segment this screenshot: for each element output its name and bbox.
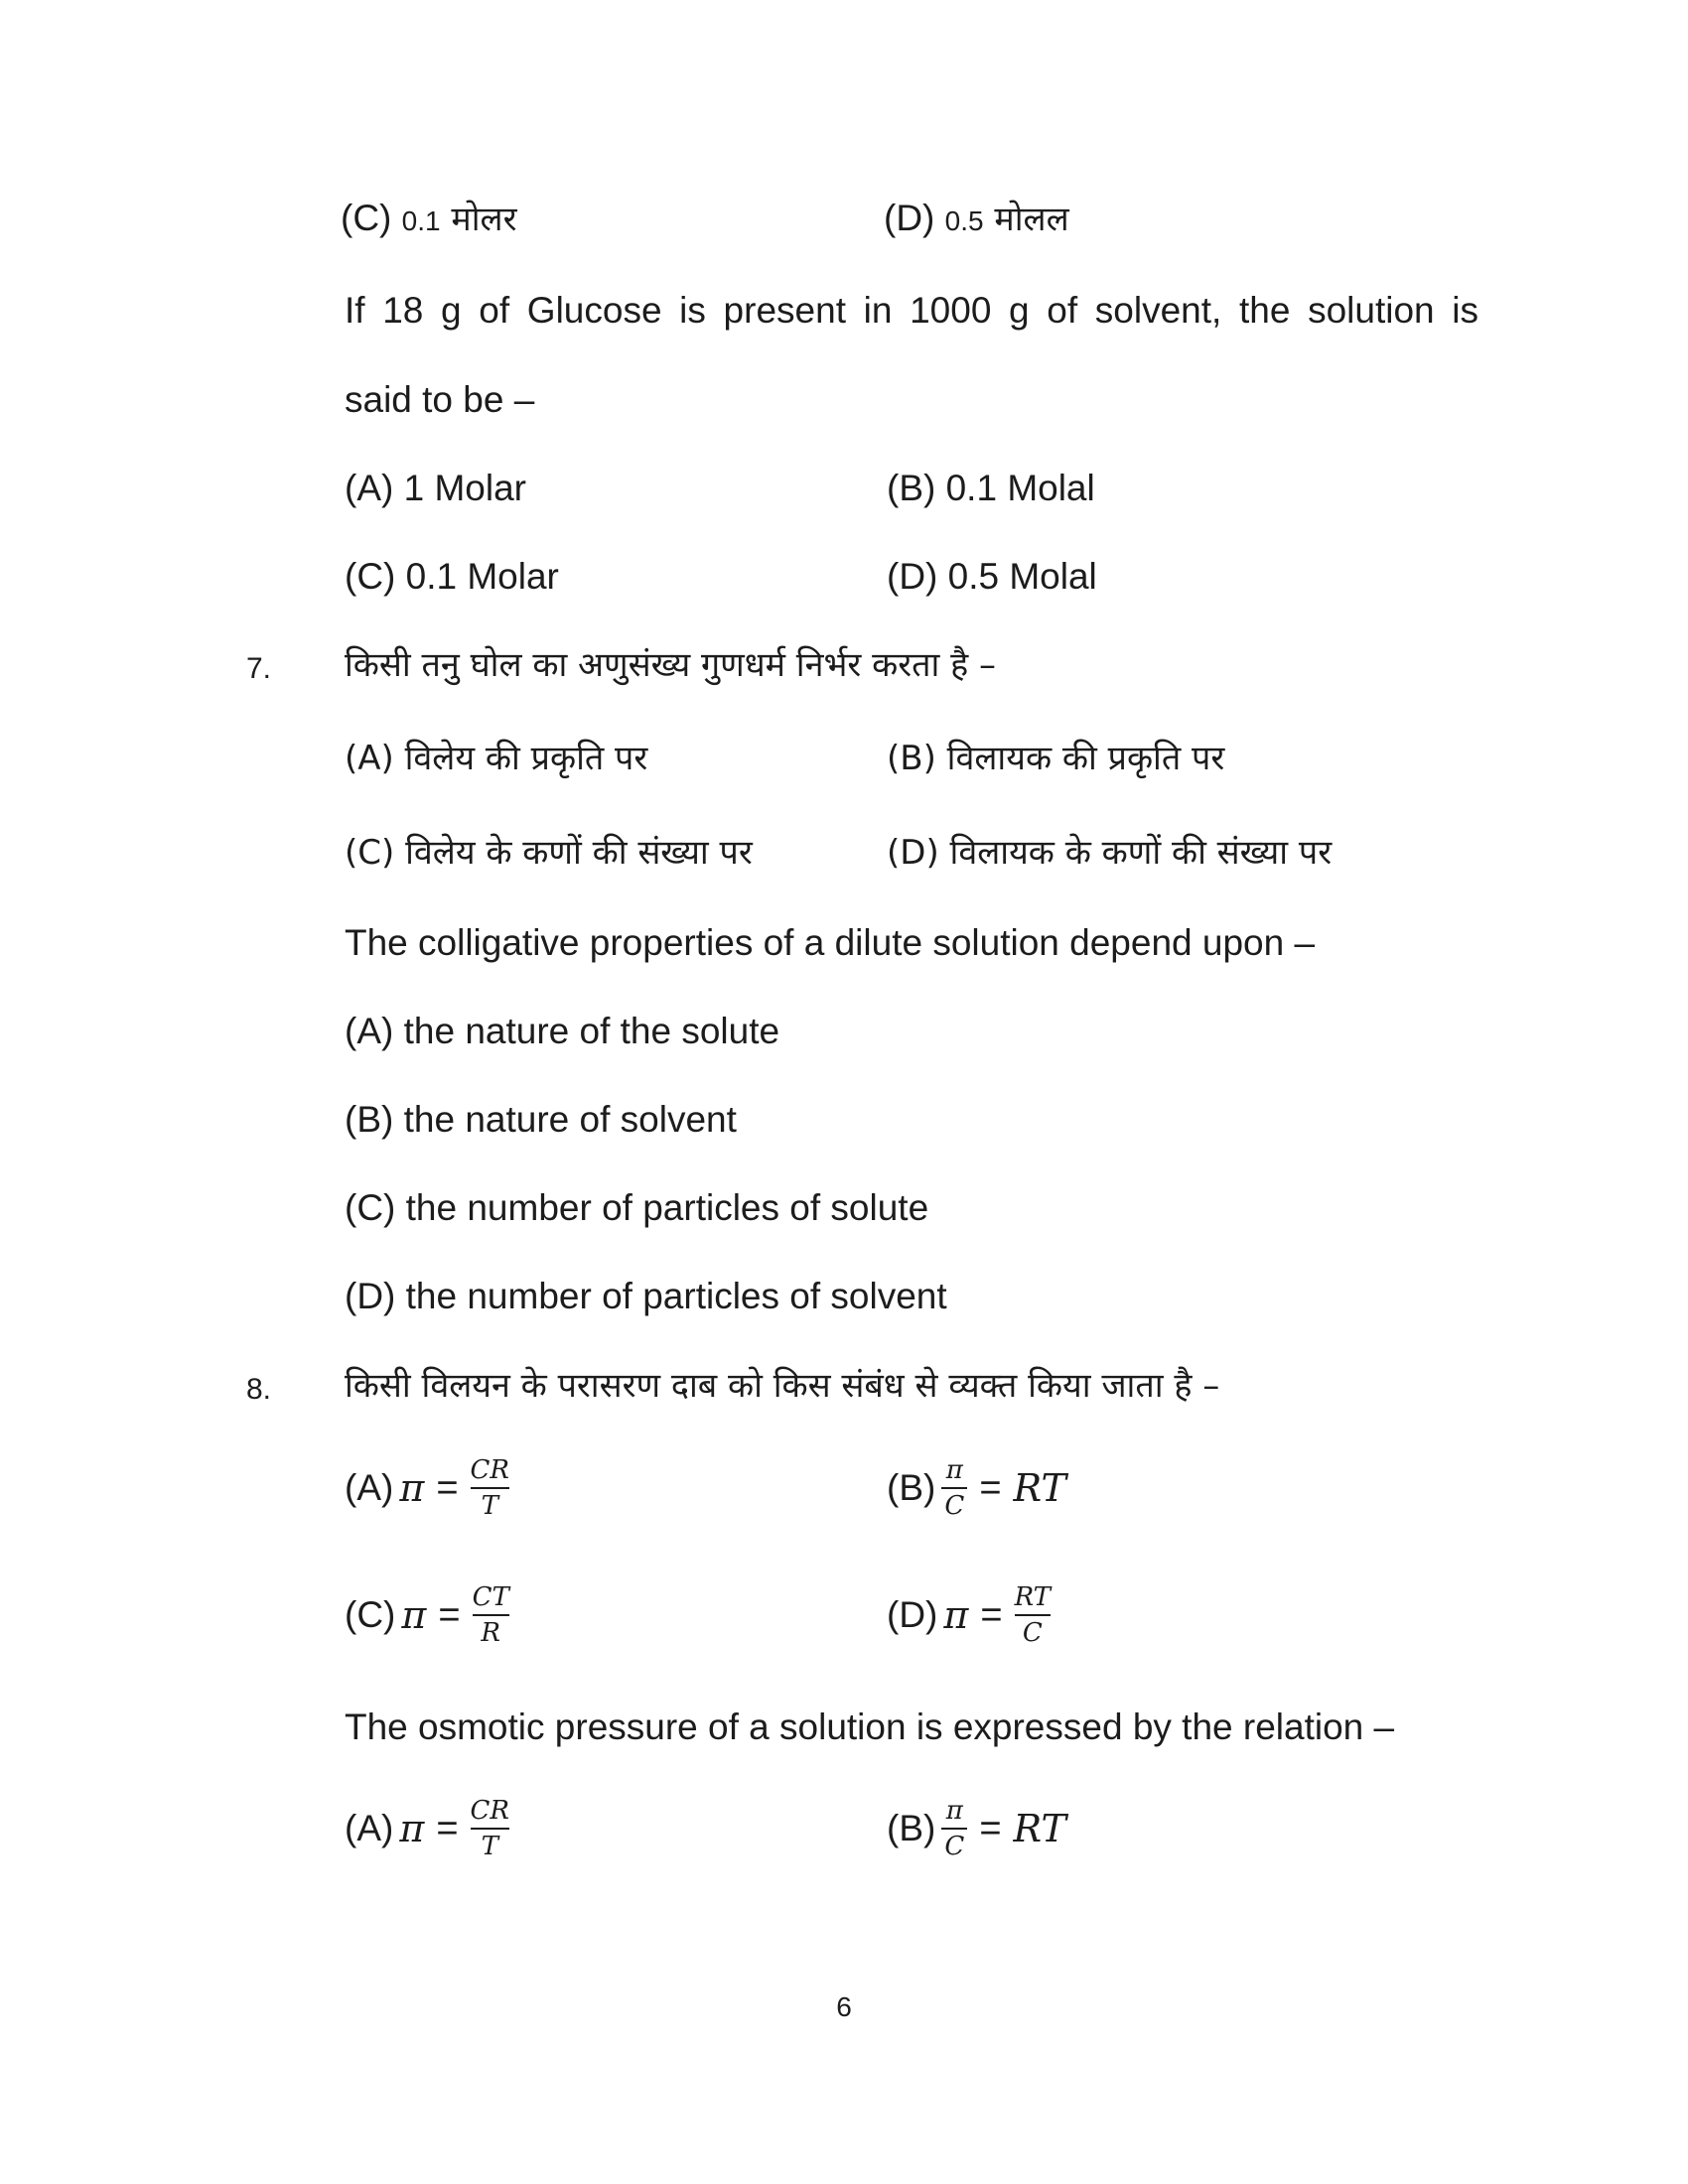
numerator: π [945,1455,963,1485]
fraction [471,1455,509,1521]
q6-english-option-a: (A) 1 Molar [345,468,526,508]
q6-hindi-option-c [341,197,517,243]
denominator: R [481,1618,500,1648]
numerator: CR [470,1796,509,1826]
q8-hindi-option-a [345,1455,509,1521]
denominator: T [481,1832,498,1861]
numerator: CT [472,1582,509,1612]
q8-english-question: The osmotic pressure of a solution is expressed by the relation – [345,1706,1395,1747]
fraction [941,1796,967,1861]
equals-sign: = [980,1593,1003,1636]
option-label: (D) [887,1594,938,1635]
fraction-bar [471,1828,509,1830]
fraction [1015,1582,1051,1648]
rt-term: RT [1013,1807,1066,1850]
pi-symbol: π [399,1807,425,1850]
q7-english-option-b: (B) the nature of solvent [345,1099,737,1140]
option-text: (C) विलेय के कणों की संख्या पर [345,833,753,873]
q7-english-question: The colligative properties of a dilute solution depend upon – [345,922,1316,963]
numerator: CR [470,1455,509,1485]
option-text: (A) विलेय की प्रकृति पर [345,739,648,778]
option-label: (C) [345,1594,396,1635]
option-label: (A) [345,1467,394,1508]
equals-sign: = [436,1807,459,1849]
numerator: π [945,1796,963,1826]
option-number: 0.1 [401,205,441,236]
q6-english-question-line2: said to be – [345,379,535,420]
option-text: (D) विलायक के कणों की संख्या पर [887,833,1333,873]
fraction [473,1582,509,1648]
fraction [471,1796,509,1861]
denominator: C [944,1832,965,1861]
q7-english-option-d: (D) the number of particles of solvent [345,1276,947,1316]
q6-english-option-c: (C) 0.1 Molar [345,556,559,597]
fraction-bar [941,1487,967,1489]
pi-symbol: π [401,1593,427,1637]
q7-english-option-c: (C) the number of particles of solute [345,1187,929,1228]
fraction [941,1455,967,1521]
q7-hindi-question: किसी तनु घोल का अणुसंख्य गुणधर्म निर्भर करता है – [345,645,996,685]
pi-symbol: π [943,1593,969,1637]
fraction-bar [941,1828,967,1830]
option-number: 0.5 [944,205,984,236]
q6-english-option-d: (D) 0.5 Molal [887,556,1097,597]
q7-hindi-option-c [345,830,753,875]
option-label: (B) [887,1808,936,1848]
q8-english-option-b [887,1796,1066,1861]
equals-sign: = [436,1466,459,1509]
option-text: (B) विलायक की प्रकृति पर [887,739,1225,778]
option-text: मोलर [440,200,517,239]
rt-term: RT [1013,1466,1066,1510]
denominator: C [1022,1618,1043,1648]
question-number-8: 8. [246,1373,272,1406]
q7-english-option-a: (A) the nature of the solute [345,1011,780,1051]
fraction-bar [471,1487,509,1489]
q8-hindi-option-c [345,1582,509,1648]
fraction-bar [473,1614,509,1616]
q7-hindi-option-a [345,736,647,780]
q6-hindi-option-d [884,197,1069,243]
fraction-bar [1015,1614,1051,1616]
q8-hindi-question: किसी विलयन के परासरण दाब को किस संबंध से व्यक्त किया जाता है – [345,1366,1220,1406]
q8-english-option-a [345,1796,509,1861]
option-text: मोलल [983,200,1069,239]
q7-hindi-option-b [887,736,1224,780]
equals-sign: = [979,1466,1002,1509]
equals-sign: = [979,1807,1002,1849]
denominator: T [481,1491,498,1521]
question-number-7: 7. [246,652,272,685]
numerator: RT [1014,1582,1052,1612]
option-label: (A) [345,1808,394,1848]
q8-hindi-option-b [887,1455,1066,1521]
q6-english-option-b: (B) 0.1 Molal [887,468,1095,508]
page-number: 6 [836,1991,852,2022]
option-label: (D) [884,198,945,238]
denominator: C [944,1491,965,1521]
equals-sign: = [438,1593,461,1636]
pi-symbol: π [399,1466,425,1510]
q6-english-question-line1: If 18 g of Glucose is present in 1000 g of solvent, the solution is [345,290,1478,331]
option-label: (C) [341,198,402,238]
option-label: (B) [887,1467,936,1508]
q7-hindi-option-d [887,830,1332,875]
q8-hindi-option-d [887,1582,1051,1648]
